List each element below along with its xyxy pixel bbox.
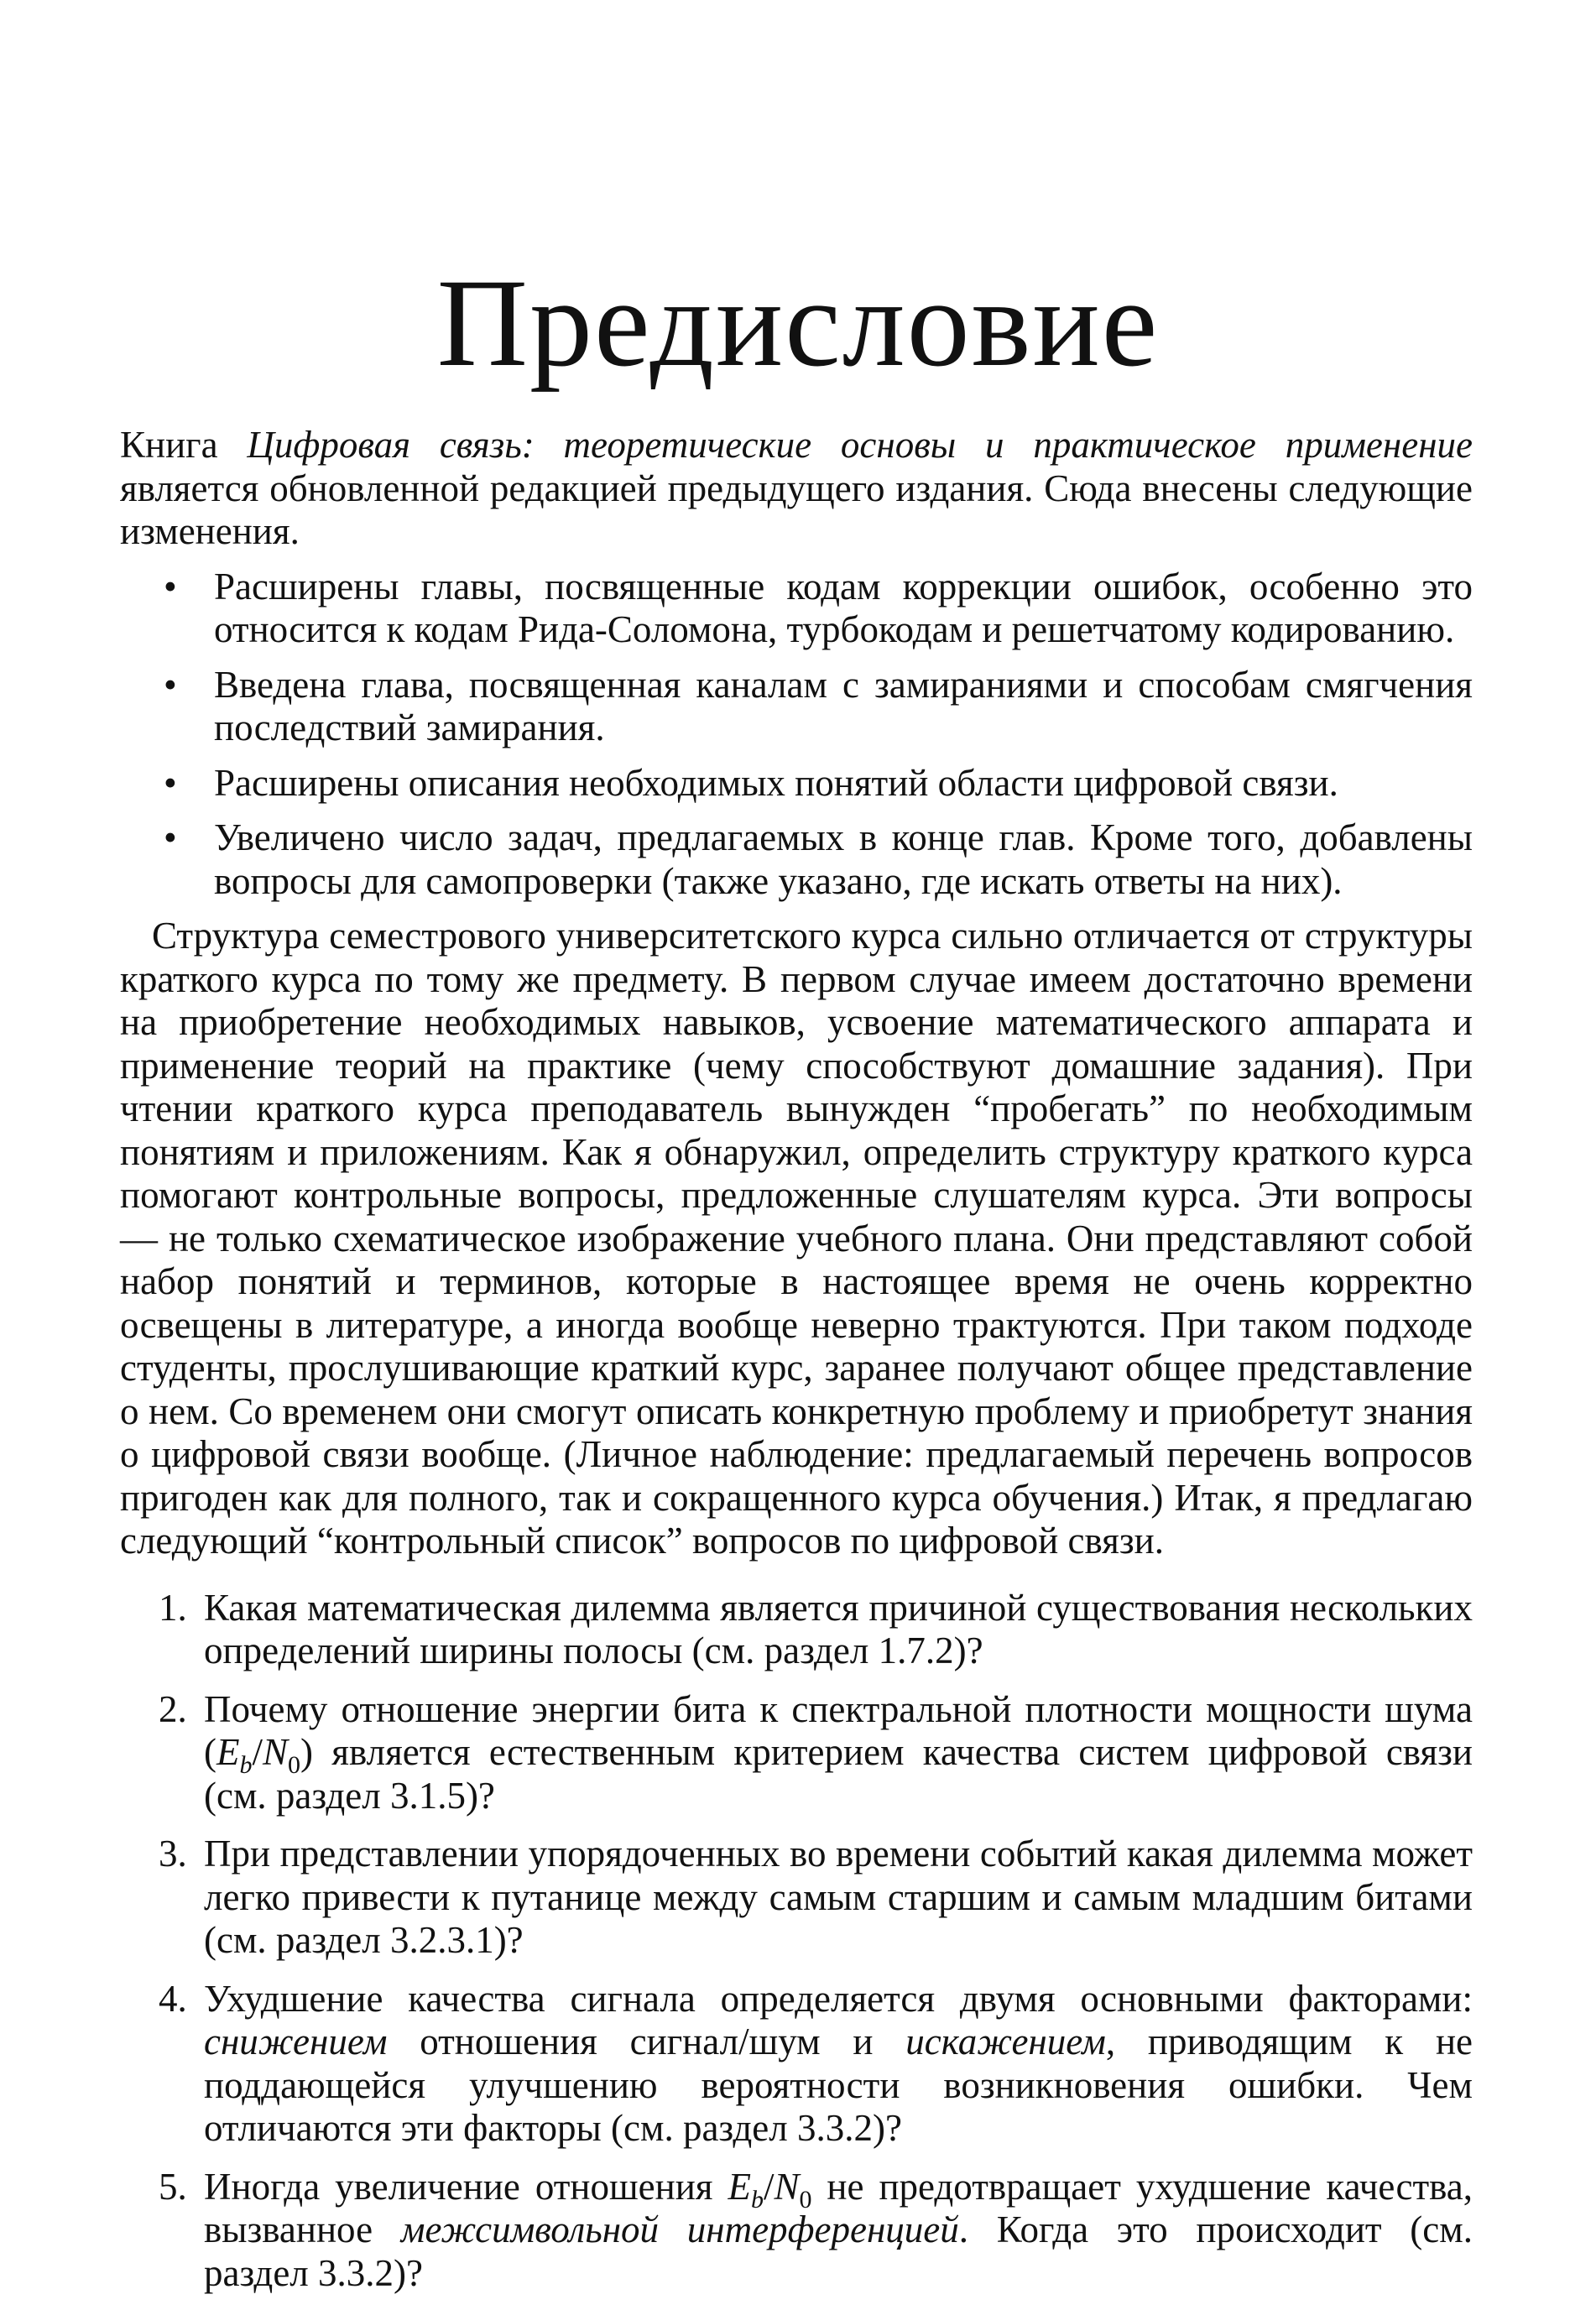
bullet-icon: • — [164, 761, 177, 804]
question-text-after: . Когда это происходит (см. раздел 3.3.2)? — [204, 2208, 1473, 2294]
question-text-before: Почему отношение энергии бита к спектральной плотности мощности шума ( — [204, 1687, 1473, 1773]
bullet-icon: • — [164, 565, 177, 607]
list-item — [120, 566, 1473, 652]
noise-symbol: N — [774, 2165, 800, 2208]
noise-subscript: 0 — [799, 2185, 812, 2214]
question-item — [120, 1978, 1473, 2151]
question-number: 3. — [159, 1833, 187, 1875]
intro-prefix: Книга — [120, 424, 248, 466]
question-text: При представлении упорядоченных во времени событий какая дилемма может легко привести к путанице между самым старшим и самым младшим битами (см. раздел 3.2.3.1)? — [204, 1833, 1473, 1961]
list-item-text: Расширены главы, посвященные кодам коррекции ошибок, особенно это относится к кодам Рида-Соломона, турбокодам и решетчатому кодированию. — [214, 565, 1473, 650]
list-item-text: Расширены описания необходимых понятий области цифровой связи. — [214, 761, 1338, 804]
question-emphasis: межсимвольной интерференцией — [400, 2208, 959, 2250]
intro-paragraph — [120, 424, 1473, 554]
energy-symbol: E — [728, 2165, 751, 2208]
question-number: 1. — [159, 1586, 187, 1629]
question-number: 2. — [159, 1687, 187, 1730]
list-item-text: Введена глава, посвященная каналам с замираниями и способам смягчения последствий замирания. — [214, 663, 1473, 748]
body-content — [120, 424, 1473, 2310]
question-item — [120, 1688, 1473, 1818]
question-text-before: Иногда увеличение отношения — [204, 2165, 728, 2208]
question-item — [120, 2166, 1473, 2296]
changes-list — [120, 566, 1473, 904]
question-text: Какая математическая дилемма является причиной существования нескольких определений ширины полосы (см. раздел 1.7.2)? — [204, 1586, 1473, 1671]
list-item — [120, 762, 1473, 806]
question-text-middle: отношения сигнал/шум и — [387, 2021, 906, 2062]
ratio-slash: / — [763, 2165, 775, 2208]
ratio-slash: / — [252, 1731, 263, 1773]
bullet-icon: • — [164, 816, 177, 858]
question-emphasis: снижением — [204, 2021, 388, 2062]
list-item — [120, 816, 1473, 903]
question-number: 4. — [159, 1977, 187, 2020]
questions-list — [120, 1587, 1473, 2296]
question-text-after: ) является естественным критерием качества систем цифровой связи (см. раздел 3.1.5)? — [204, 1731, 1473, 1817]
intro-suffix: является обновленной редакцией предыдущего издания. Сюда внесены следующие изменения. — [120, 467, 1473, 552]
energy-symbol: E — [216, 1731, 240, 1773]
question-number: 5. — [159, 2165, 187, 2208]
bullet-icon: • — [164, 663, 177, 706]
noise-subscript: 0 — [288, 1751, 301, 1779]
course-structure-paragraph: Структура семестрового университетского курса сильно отличается от структуры краткого курса по тому же предмету. В первом случае имеем достаточно времени на приобретение необходимых навыков, усвоение математического аппарата и применение теорий на практике (чему способствуют домашние задания). При чтении краткого курса преподаватель вынужден “пробегать” по необходимым понятиям и приложениям. Как я обнаружил, определить структуру краткого курса помогают контрольные вопросы, предложенные слушателям курса. Эти вопросы — не только схематическое изображение учебного плана. Они представляют собой набор понятий и терминов, которые в настоящее время не очень корректно освещены в литературе, а иногда вообще неверно трактуются. При таком подходе студенты, прослушивающие краткий курс, заранее получают общее представление о нем. Со временем они смогут описать конкретную проблему и приобретут знания о цифровой связи вообще. (Личное наблюдение: предлагаемый перечень вопросов пригоден как для полного, так и сокращенного курса обучения.) Итак, я предлагаю следующий “контрольный список” вопросов по цифровой связи. — [120, 915, 1473, 1562]
list-item-text: Увеличено число задач, предлагаемых в конце глав. Кроме того, добавлены вопросы для самопроверки (также указано, где искать ответы на них). — [214, 816, 1473, 902]
book-title: Цифровая связь: теоретические основы и практическое применение — [247, 424, 1473, 466]
list-item — [120, 664, 1473, 750]
question-item — [120, 1833, 1473, 1963]
question-text-before: Ухудшение качества сигнала определяется двумя основными факторами: — [204, 1977, 1473, 2020]
question-item — [120, 1587, 1473, 1673]
noise-symbol: N — [263, 1731, 289, 1773]
energy-subscript: b — [239, 1751, 253, 1779]
question-text-middle: не предотвращает ухудшение качества, вызванное — [204, 2165, 1473, 2250]
energy-subscript: b — [750, 2185, 764, 2214]
question-text-after: , приводящим к не поддающейся улучшению вероятности возникновения ошибки. Чем отличаются эти факторы (см. раздел 3.3.2)? — [204, 2021, 1473, 2149]
page-title: Предисловие — [436, 253, 1160, 393]
question-emphasis: искажением — [905, 2021, 1106, 2062]
